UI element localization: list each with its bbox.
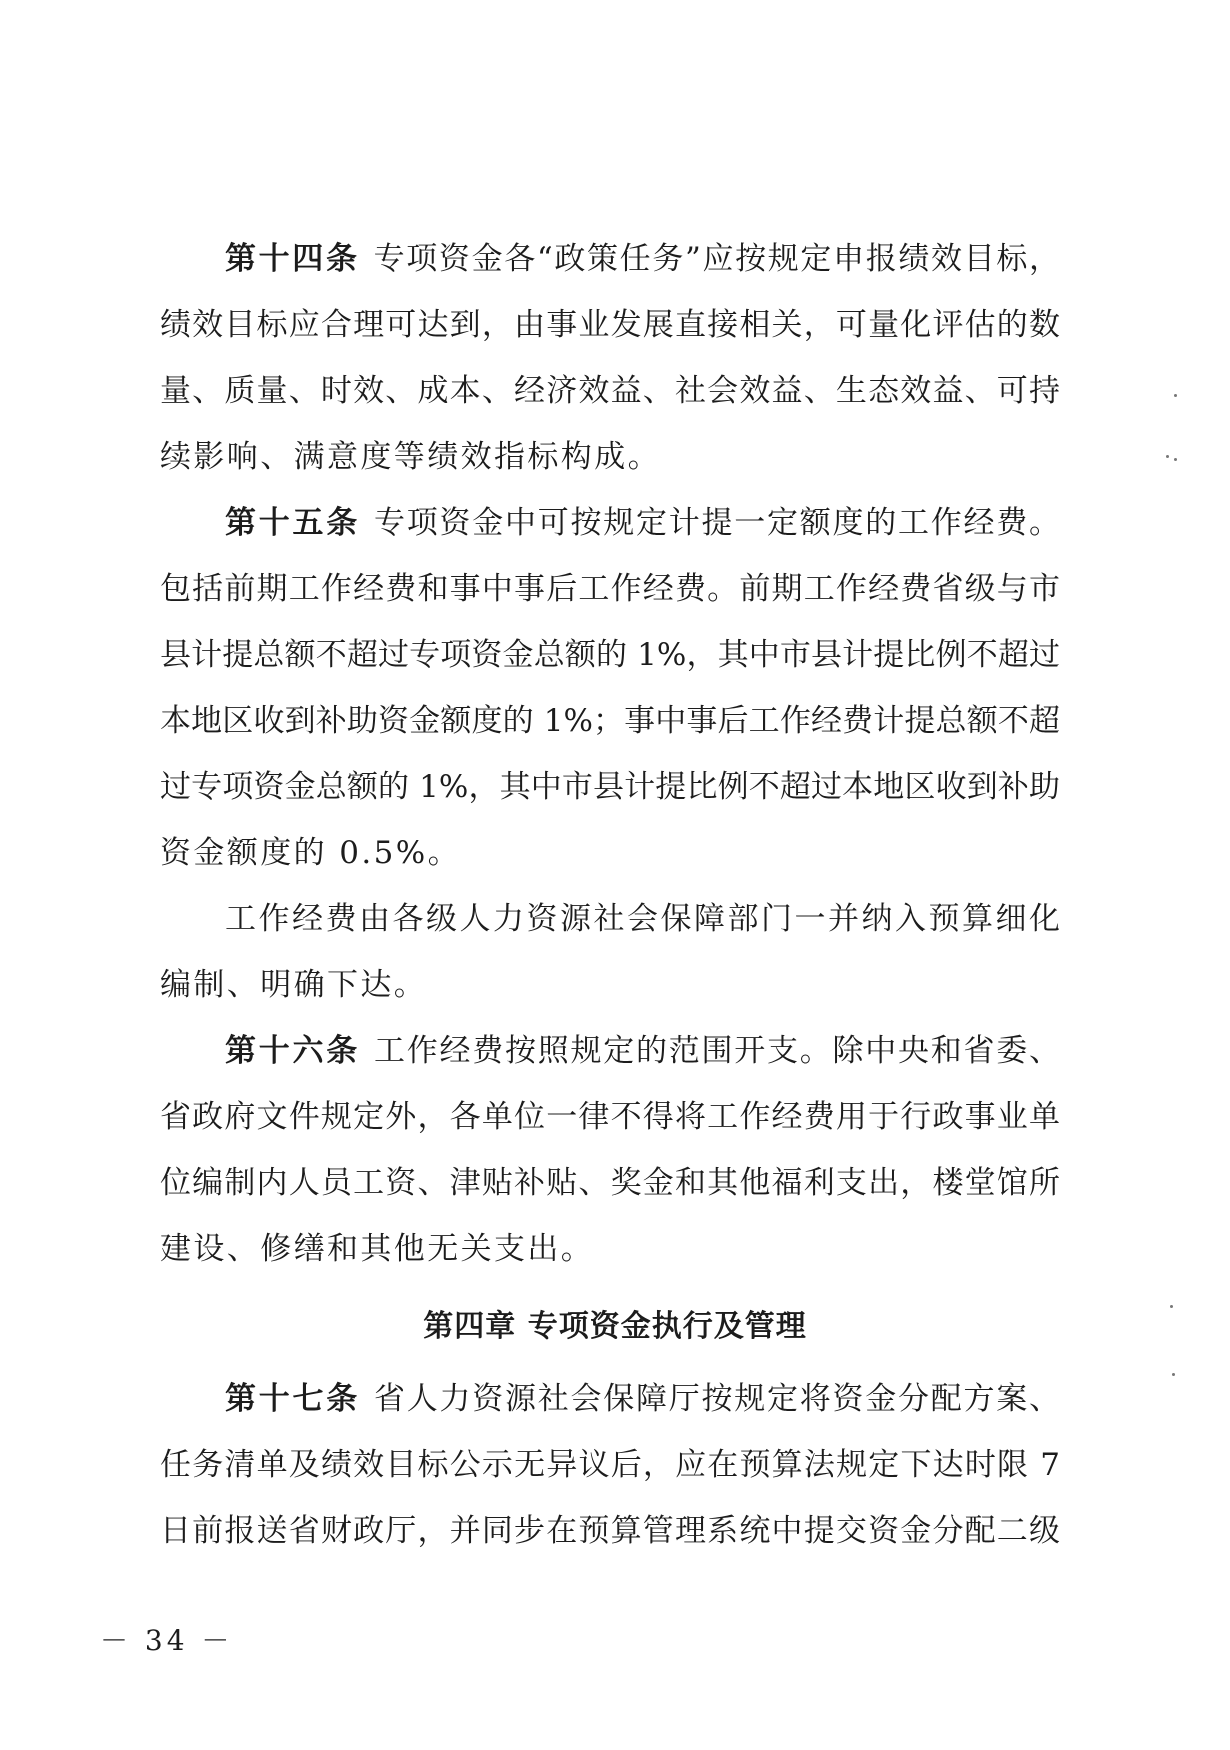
article-15-line-6: 资金额度的 0.5%。 <box>160 835 462 871</box>
article-17-line-1: 第十七条 省人力资源社会保障厅按规定将资金分配方案、 <box>225 1381 1060 1417</box>
article-15-para2-line-1: 工作经费由各级人力资源社会保障部门一并纳入预算细化 <box>225 901 1060 937</box>
scan-speck <box>1174 394 1177 397</box>
chapter-heading: 第四章 专项资金执行及管理 <box>423 1309 807 1344</box>
scan-speck <box>1172 1373 1175 1376</box>
page-number: － 34 － <box>100 1624 234 1657</box>
article-16-line-1: 第十六条 工作经费按照规定的范围开支。除中央和省委、 <box>225 1033 1060 1069</box>
article-16-line-4: 建设、修缮和其他无关支出。 <box>160 1231 595 1267</box>
article-15-line-1: 第十五条 专项资金中可按规定计提一定额度的工作经费。 <box>225 505 1060 541</box>
article-14-line-3: 量、质量、时效、成本、经济效益、社会效益、生态效益、可持 <box>160 373 1060 409</box>
scan-speck <box>1166 455 1169 458</box>
scan-speck <box>1174 458 1177 461</box>
article-15-line-5: 过专项资金总额的 1%，其中市县计提比例不超过本地区收到补助 <box>160 769 1060 805</box>
article-15-line-2: 包括前期工作经费和事中事后工作经费。前期工作经费省级与市 <box>160 571 1060 607</box>
scan-speck <box>1170 1305 1173 1308</box>
article-17-line-2: 任务清单及绩效目标公示无异议后，应在预算法规定下达时限 7 <box>160 1447 1060 1483</box>
article-17-line-3: 日前报送省财政厅，并同步在预算管理系统中提交资金分配二级 <box>160 1513 1060 1549</box>
article-14-line-2: 绩效目标应合理可达到，由事业发展直接相关，可量化评估的数 <box>160 307 1060 343</box>
article-16-line-3: 位编制内人员工资、津贴补贴、奖金和其他福利支出，楼堂馆所 <box>160 1165 1060 1201</box>
article-16-label: 第十六条 <box>225 1033 360 1069</box>
article-14-line-1: 第十四条 专项资金各“政策任务”应按规定申报绩效目标， <box>225 241 1060 277</box>
article-15-para2-line-2: 编制、明确下达。 <box>160 967 428 1003</box>
article-16-line-2: 省政府文件规定外，各单位一律不得将工作经费用于行政事业单 <box>160 1099 1060 1135</box>
article-17-label: 第十七条 <box>225 1381 360 1417</box>
article-15-label: 第十五条 <box>225 505 360 541</box>
article-15-line-4: 本地区收到补助资金额度的 1%；事中事后工作经费计提总额不超 <box>160 703 1060 739</box>
article-14-line-4: 续影响、满意度等绩效指标构成。 <box>160 439 661 475</box>
article-15-line-3: 县计提总额不超过专项资金总额的 1%，其中市县计提比例不超过 <box>160 637 1060 673</box>
article-14-label: 第十四条 <box>225 241 360 277</box>
